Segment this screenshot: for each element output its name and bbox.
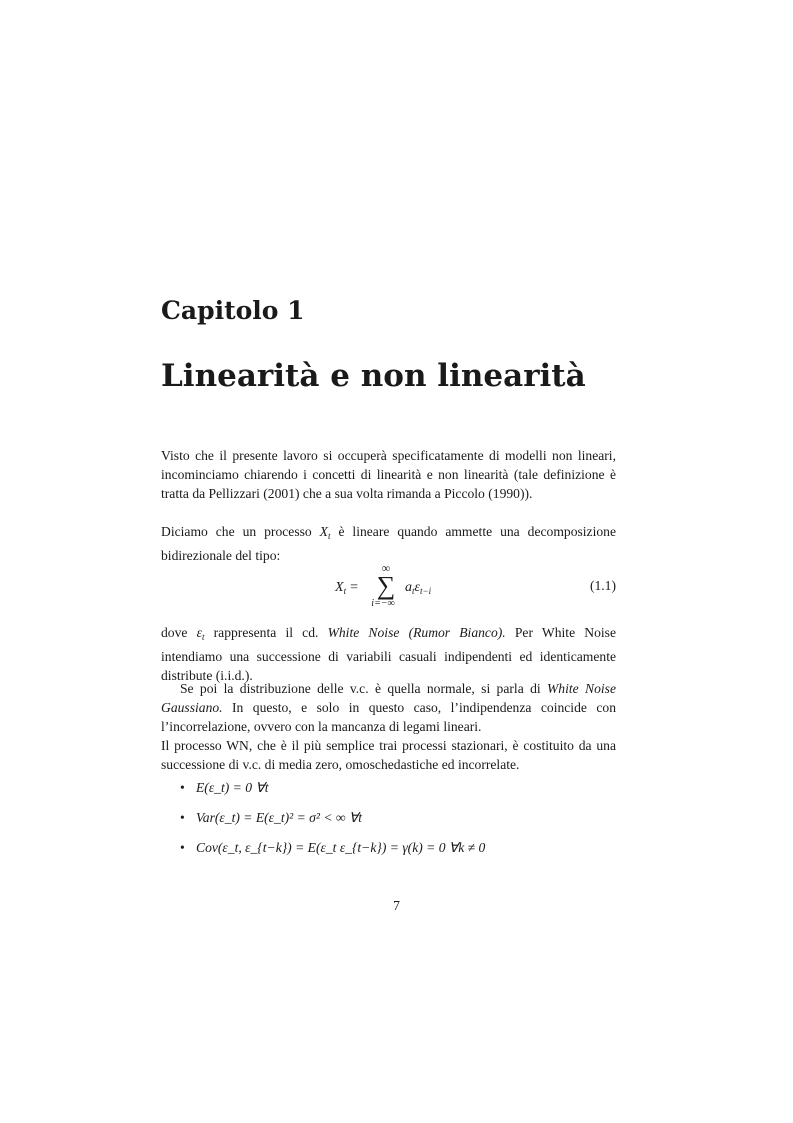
italic-term: White Noise Gaussiano. <box>161 681 616 715</box>
math-var: X <box>335 580 344 595</box>
math-sub: t <box>343 586 347 596</box>
summation <box>369 562 403 610</box>
equation-1-1 <box>161 562 616 614</box>
bullet-icon: • <box>180 780 185 795</box>
math-sub: t <box>327 531 331 541</box>
equation-number: (1.1) <box>589 578 616 593</box>
list-item <box>180 777 485 807</box>
list-item <box>180 837 485 867</box>
bullet-icon: • <box>180 810 185 825</box>
paragraph-wn-process: Il processo WN, che è il più semplice trai processi stazionari, è costituito da una successione di v.c. di media zero, omoschedastiche ed incorrelate. <box>161 738 616 772</box>
math-sub: t−i <box>420 586 432 596</box>
paragraph-linear-process <box>161 522 616 565</box>
paragraph-white-noise <box>161 623 616 685</box>
sum-lower-limit: i=−∞ <box>371 598 395 609</box>
chapter-title: Linearità e non linearità <box>161 358 586 394</box>
equation-rhs <box>405 580 431 596</box>
math-var: X <box>319 524 328 539</box>
math-sub: t <box>412 586 415 596</box>
math-sub: t <box>201 632 205 642</box>
list-item <box>180 807 485 837</box>
page-number: 7 <box>393 898 400 913</box>
formula-variance: Var(ε_t) = E(ε_t)² = σ² < ∞ ∀t <box>196 810 363 825</box>
text-run: Per White Noise intendiamo una successione di variabili casuali indipendenti ed identicamente distribute (i.i.d.). <box>161 625 616 683</box>
sum-upper-limit: ∞ <box>381 561 391 575</box>
sum-symbol: ∑ <box>376 571 396 600</box>
formula-covariance: Cov(ε_t, ε_{t−k}) = E(ε_t ε_{t−k}) = γ(k) = 0 ∀k ≠ 0 <box>196 840 486 855</box>
chapter-label: Capitolo 1 <box>161 296 305 325</box>
math-var: ε <box>414 580 421 595</box>
paragraph-intro: Visto che il presente lavoro si occuperà specificatamente di modelli non lineari, incominciamo chiarendo i concetti di linearità e non linearità (tale definizione è tratta da Pellizzari (2001) che a sua volta rimanda a Piccolo (1990)). <box>161 448 616 501</box>
text-run: Se poi la distribuzione delle v.c. è quella normale, si parla di <box>180 681 547 696</box>
formula-mean: E(ε_t) = 0 ∀t <box>196 780 269 795</box>
math-var: ε <box>196 625 202 640</box>
bullet-icon: • <box>180 840 185 855</box>
math-var: a <box>405 580 412 595</box>
text-run: rappresenta il cd. <box>204 625 328 640</box>
text-run: In questo, e solo in questo caso, l’indipendenza coincide con l’incorrelazione, ovvero con la mancanza di legami lineari. <box>161 700 616 734</box>
equation-lhs <box>335 580 358 596</box>
italic-term: White Noise (Rumor Bianco). <box>327 625 506 640</box>
text-run: Diciamo che un processo <box>161 524 320 539</box>
paragraph-gaussian <box>161 679 616 736</box>
text-run: dove <box>161 625 197 640</box>
equals-sign: = <box>350 580 358 595</box>
properties-list <box>180 777 485 867</box>
text-run: è lineare quando ammette una decomposizione bidirezionale del tipo: <box>161 524 616 563</box>
